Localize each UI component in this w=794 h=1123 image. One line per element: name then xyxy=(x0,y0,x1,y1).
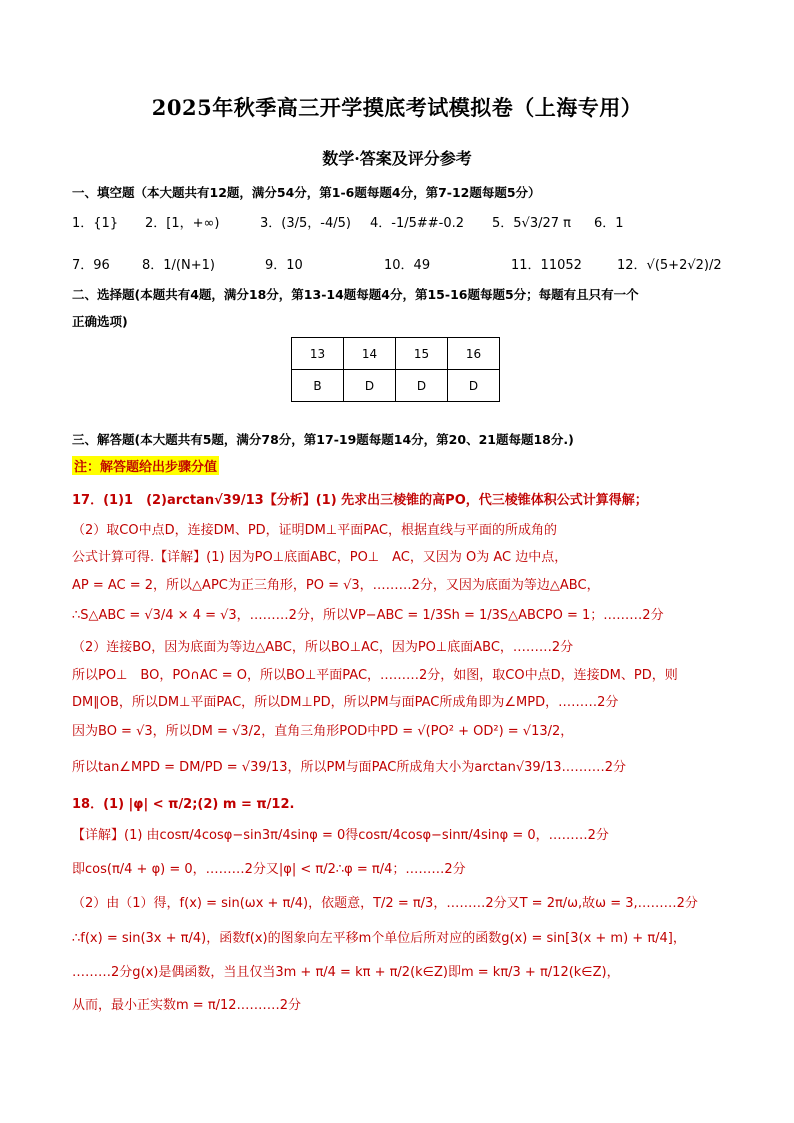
solution-line: （2）连接BO，因为底面为等边△ABC，所以BO⊥AC，因为PO⊥底面ABC，………2分 xyxy=(72,640,574,655)
section-choice-heading-cont: 正确选项) xyxy=(72,314,128,329)
answer-text: √(5+2√2)/2 xyxy=(646,258,722,273)
solution-line: ∴f(x) = sin(3x + π/4)，函数f(x)的图象向左平移m个单位后所对应的函数g(x) = sin[3(x + m) + π/4]， xyxy=(72,931,686,946)
solution-line: （2）由（1）得，f(x) = sin(ωx + π/4)，依题意，T/2 = π/3，………2分又T = 2π/ω,故ω = 3,………2分 xyxy=(72,896,698,911)
answer-text: 5√3/27 π xyxy=(513,216,571,231)
table-cell-answer: B xyxy=(292,370,344,402)
answer-number: 11． xyxy=(511,258,541,273)
table-cell-question: 15 xyxy=(396,338,448,370)
section-solution-heading: 三、解答题(本大题共有5题，满分78分，第17-19题每题14分，第20、21题每题18分.) xyxy=(72,432,574,447)
choice-answer-table xyxy=(291,337,500,402)
solution-line: 公式计算可得.【详解】(1) 因为PO⊥底面ABC，PO⊥ AC，又因为 O为 AC 边中点， xyxy=(72,550,568,565)
answer-number: 12． xyxy=(617,258,647,273)
page-subtitle: 数学·答案及评分参考 xyxy=(322,149,472,168)
answer-text: -1/5##-0.2 xyxy=(391,216,465,231)
solution-line: 因为BO = √3，所以DM = √3/2，直角三角形POD中PD = √(PO² + OD²) = √13/2， xyxy=(72,724,574,739)
solution-line: 从而，最小正实数m = π/12.………2分 xyxy=(72,998,301,1013)
table-cell-question: 16 xyxy=(448,338,500,370)
answer-text: 11052 xyxy=(540,258,582,273)
answer-number: 7． xyxy=(72,258,94,273)
table-cell-question: 13 xyxy=(292,338,344,370)
answer-number: 8． xyxy=(142,258,164,273)
answer-text: {1} xyxy=(93,216,119,231)
answer-text: 1 xyxy=(615,216,624,231)
answer-item xyxy=(511,254,582,273)
answer-item xyxy=(142,254,215,273)
fill-in-answers-row-1 xyxy=(72,212,732,238)
answer-text: [1，+∞) xyxy=(166,216,220,231)
answer-item xyxy=(370,212,464,231)
answer-number: 3． xyxy=(260,216,282,231)
answer-item xyxy=(594,212,624,231)
page-title: 2025年秋季高三开学摸底考试模拟卷（上海专用） xyxy=(151,95,643,120)
answer-text: 49 xyxy=(413,258,431,273)
fill-in-answers-row-2 xyxy=(72,254,732,280)
answer-number: 1． xyxy=(72,216,94,231)
solution-line: AP = AC = 2，所以△APC为正三角形，PO = √3，………2分，又因为底面为等边△ABC， xyxy=(72,578,600,593)
answer-number: 5． xyxy=(492,216,514,231)
solution-line: （2）取CO中点D，连接DM、PD，证明DM⊥平面PAC，根据直线与平面的所成角的 xyxy=(72,523,557,538)
answer-number: 4． xyxy=(370,216,392,231)
solution-line: 即cos(π/4 + φ) = 0，………2分又|φ| < π/2∴φ = π/4；………2分 xyxy=(72,862,466,877)
answer-text: 96 xyxy=(93,258,110,273)
answer-item xyxy=(617,254,722,273)
answer-item xyxy=(72,254,110,273)
answer-item xyxy=(265,254,303,273)
answer-number: 6． xyxy=(594,216,616,231)
solution-line: ………2分g(x)是偶函数，当且仅当3m + π/4 = kπ + π/2(k∈Z)即m = kπ/3 + π/12(k∈Z)， xyxy=(72,965,620,980)
solution-line: 17．(1)1 (2)arctan√39/13【分析】(1) 先求出三棱锥的高PO，代三棱锥体积公式计算得解； xyxy=(72,493,648,508)
step-score-note: 注：解答题给出步骤分值 xyxy=(72,456,219,475)
solution-line: 所以tan∠MPD = DM/PD = √39/13，所以PM与面PAC所成角大小为arctan√39/13.………2分 xyxy=(72,760,626,775)
answer-item xyxy=(384,254,430,273)
solution-line: 18．(1) |φ| < π/2;(2) m = π/12. xyxy=(72,797,295,812)
answer-item xyxy=(492,212,571,231)
solution-line: ∴S△ABC = √3/4 × 4 = √3，………2分，所以VP−ABC = 1/3Sh = 1/3S△ABCPO = 1；………2分 xyxy=(72,608,664,623)
answer-item xyxy=(145,212,219,231)
answer-text: 10 xyxy=(286,258,303,273)
answer-item xyxy=(72,212,118,231)
solution-line: DM∥OB，所以DM⊥平面PAC，所以DM⊥PD，所以PM与面PAC所成角即为∠MPD，………2分 xyxy=(72,695,619,710)
answer-number: 10． xyxy=(384,258,414,273)
answer-text: 1/(N+1) xyxy=(163,258,215,273)
table-cell-answer: D xyxy=(396,370,448,402)
solution-line: 【详解】(1) 由cosπ/4cosφ−sin3π/4sinφ = 0得cosπ/4cosφ−sinπ/4sinφ = 0，………2分 xyxy=(72,828,609,843)
section-choice-heading: 二、选择题(本题共有4题，满分18分，第13-14题每题4分，第15-16题每题5分；每题有且只有一个 xyxy=(72,287,639,302)
answer-text: (3/5，-4/5) xyxy=(281,216,351,231)
table-row xyxy=(292,338,500,370)
table-cell-question: 14 xyxy=(344,338,396,370)
table-cell-answer: D xyxy=(344,370,396,402)
table-cell-answer: D xyxy=(448,370,500,402)
table-row xyxy=(292,370,500,402)
answer-item xyxy=(260,212,351,231)
section-fill-in-heading: 一、填空题（本大题共有12题，满分54分，第1-6题每题4分，第7-12题每题5分） xyxy=(72,185,541,200)
solution-line: 所以PO⊥ BO，PO∩AC = O，所以BO⊥平面PAC，………2分，如图，取CO中点D，连接DM、PD，则 xyxy=(72,668,678,683)
answer-number: 2． xyxy=(145,216,167,231)
answer-number: 9． xyxy=(265,258,287,273)
